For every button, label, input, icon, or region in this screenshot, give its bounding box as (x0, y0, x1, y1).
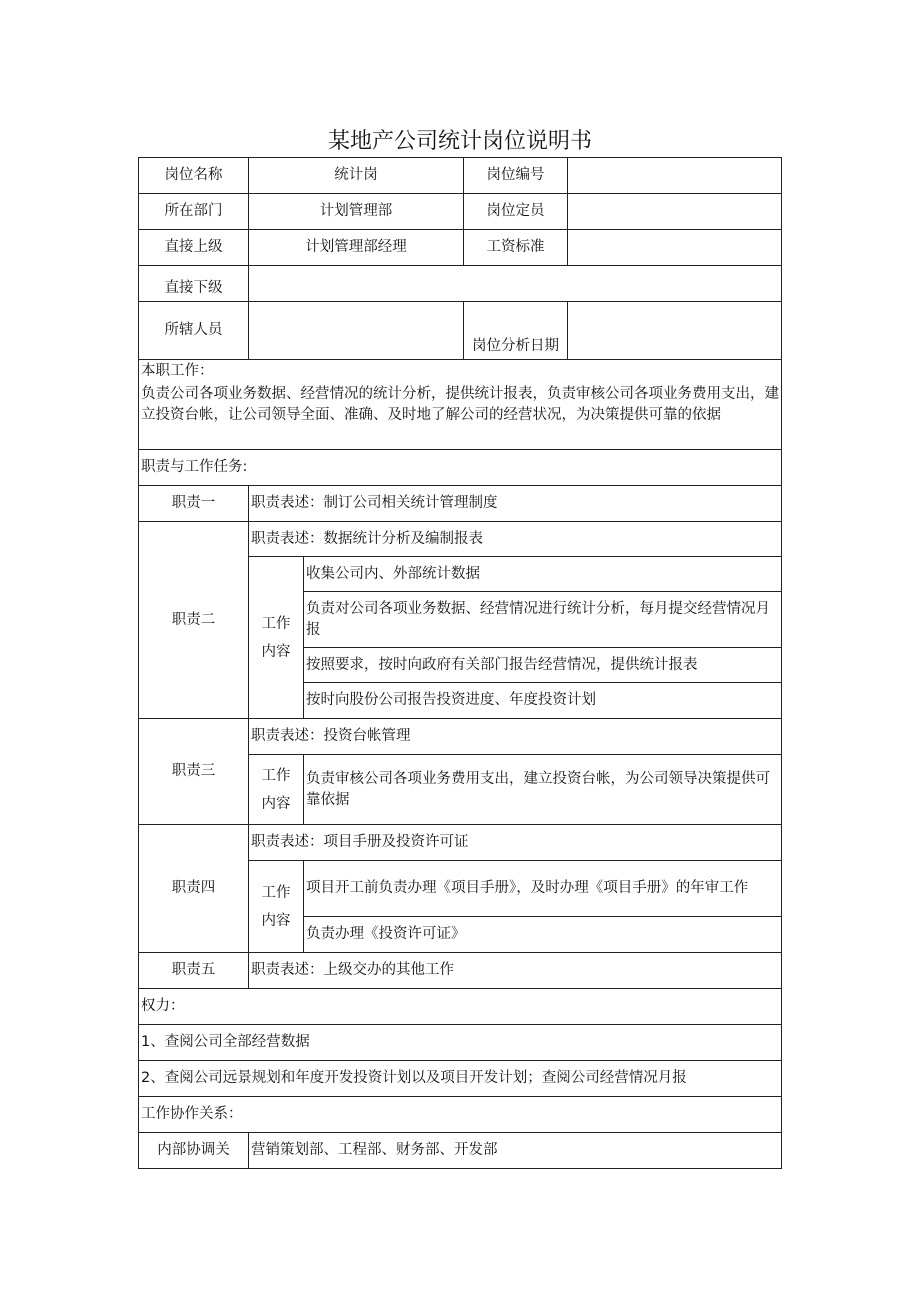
superior-label: 直接上级 (139, 230, 249, 266)
subordinate-value (249, 266, 782, 302)
duty-4-item-2: 负责办理《投资许可证》 (304, 917, 782, 953)
duties-heading: 职责与工作任务: (139, 450, 782, 486)
row-main-work-heading (139, 360, 782, 384)
duty-4-work-label-1: 工作 (261, 884, 291, 901)
duty-3-name: 职责三 (139, 719, 249, 825)
row-position-name (139, 158, 782, 194)
duty-5-desc: 职责表述：上级交办的其他工作 (249, 953, 782, 989)
duty-5-name: 职责五 (139, 953, 249, 989)
position-name-value: 统计岗 (249, 158, 464, 194)
analysis-date-label: 岗位分析日期 (464, 302, 568, 360)
page-title: 某地产公司统计岗位说明书 (327, 129, 592, 154)
duty-4-desc: 职责表述：项目手册及投资许可证 (249, 825, 782, 861)
internal-coordination-label: 内部协调关 (139, 1133, 249, 1169)
duty-4-work-label (249, 861, 304, 953)
subordinate-label: 直接下级 (139, 266, 249, 302)
row-authority-heading (139, 989, 782, 1025)
authority-item-2: 2、查阅公司远景规划和年度开发投资计划以及项目开发计划；查阅公司经营情况月报 (139, 1061, 782, 1097)
row-duty-2-desc (139, 522, 782, 557)
row-duty-5 (139, 953, 782, 989)
row-staff (139, 302, 782, 360)
duty-2-desc: 职责表述：数据统计分析及编制报表 (249, 522, 782, 557)
duty-1-name: 职责一 (139, 486, 249, 522)
row-duties-heading (139, 450, 782, 486)
salary-value (568, 230, 782, 266)
authority-item-1: 1、查阅公司全部经营数据 (139, 1025, 782, 1061)
duty-3-desc: 职责表述：投资台帐管理 (249, 719, 782, 755)
row-duty-1 (139, 486, 782, 522)
duty-1-desc: 职责表述：制订公司相关统计管理制度 (249, 486, 782, 522)
row-internal-coordination (139, 1133, 782, 1169)
row-authority-2 (139, 1061, 782, 1097)
row-cooperation-heading (139, 1097, 782, 1133)
department-label: 所在部门 (139, 194, 249, 230)
duty-2-item-1: 收集公司内、外部统计数据 (304, 557, 782, 592)
cooperation-heading: 工作协作关系： (139, 1097, 782, 1133)
department-value: 计划管理部 (249, 194, 464, 230)
position-code-label: 岗位编号 (464, 158, 568, 194)
duty-4-name: 职责四 (139, 825, 249, 953)
main-work-text: 负责公司各项业务数据、经营情况的统计分析，提供统计报表，负责审核公司各项业务费用支出，建立投资台帐，让公司领导全面、准确、及时地了解公司的经营状况，为决策提供可靠的依据 (139, 384, 782, 450)
superior-value: 计划管理部经理 (249, 230, 464, 266)
staff-value (249, 302, 464, 360)
row-superior (139, 230, 782, 266)
row-subordinate (139, 266, 782, 302)
position-name-label: 岗位名称 (139, 158, 249, 194)
authority-heading: 权力： (139, 989, 782, 1025)
duty-2-item-2: 负责对公司各项业务数据、经营情况进行统计分析，每月提交经营情况月报 (304, 592, 782, 648)
row-duty-4-desc (139, 825, 782, 861)
duty-4-work-label-2: 内容 (261, 912, 291, 929)
main-work-heading: 本职工作： (139, 360, 782, 384)
row-authority-1 (139, 1025, 782, 1061)
duty-2-work-label-2: 内容 (261, 643, 291, 660)
duty-3-work-label-2: 内容 (261, 795, 291, 812)
duty-2-work-label-1: 工作 (261, 615, 291, 632)
duty-4-item-1: 项目开工前负责办理《项目手册》，及时办理《项目手册》的年审工作 (304, 861, 782, 917)
duty-3-work-label (249, 755, 304, 825)
duty-3-work-label-1: 工作 (261, 767, 291, 784)
duty-2-item-3: 按照要求，按时向政府有关部门报告经营情况，提供统计报表 (304, 648, 782, 683)
headcount-label: 岗位定员 (464, 194, 568, 230)
duty-3-item-1: 负责审核公司各项业务费用支出，建立投资台帐，为公司领导决策提供可靠依据 (304, 755, 782, 825)
staff-label: 所辖人员 (139, 302, 249, 360)
internal-coordination-value: 营销策划部、工程部、财务部、开发部 (249, 1133, 782, 1169)
duty-2-item-4: 按时向股份公司报告投资进度、年度投资计划 (304, 683, 782, 719)
salary-label: 工资标准 (464, 230, 568, 266)
duty-2-name: 职责二 (139, 522, 249, 719)
headcount-value (568, 194, 782, 230)
duty-2-work-label (249, 557, 304, 719)
row-main-work-text (139, 384, 782, 450)
analysis-date-value (568, 302, 782, 360)
row-duty-3-desc (139, 719, 782, 755)
row-department (139, 194, 782, 230)
job-description-table (138, 157, 782, 1169)
position-code-value (568, 158, 782, 194)
